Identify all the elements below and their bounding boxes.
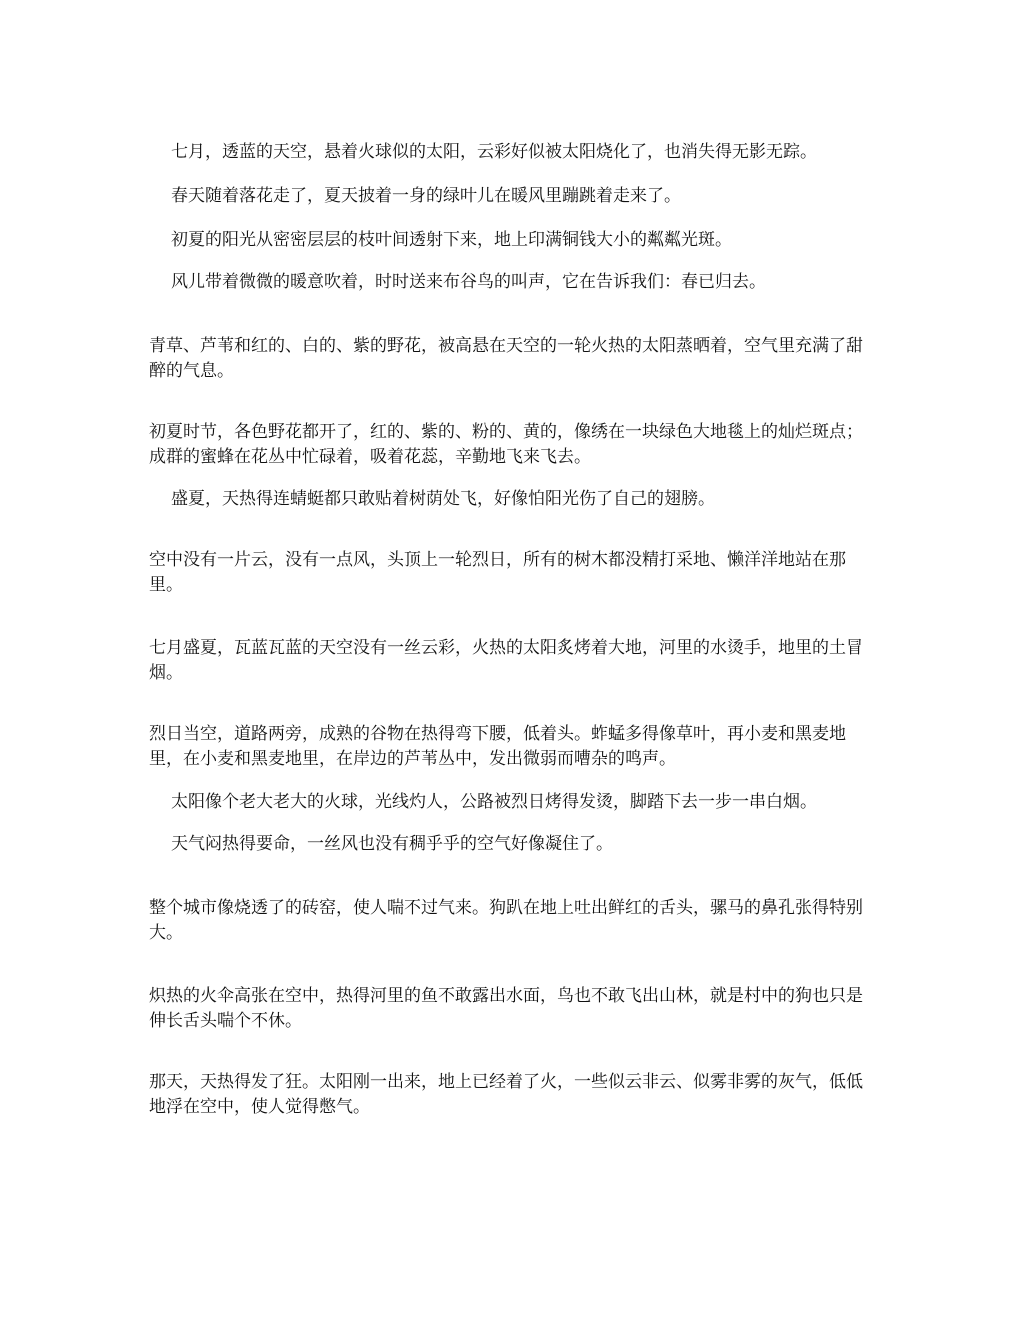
paragraph-13: 整个城市像烧透了的砖窑，使人喘不过气来。狗趴在地上吐出鲜红的舌头，骡马的鼻孔张得特别大。 [149, 898, 863, 943]
paragraph-15: 那天，天热得发了狂。太阳刚一出来，地上已经着了火，一些似云非云、似雾非雾的灰气，低低地浮在空中，使人觉得憋气。 [149, 1072, 863, 1117]
paragraph-3: 初夏的阳光从密密层层的枝叶间透射下来，地上印满铜钱大小的粼粼光斑。 [171, 230, 732, 250]
paragraph-5: 青草、芦苇和红的、白的、紫的野花，被高悬在天空的一轮火热的太阳蒸晒着，空气里充满了甜醉的气息。 [149, 336, 863, 381]
paragraph-6: 初夏时节，各色野花都开了，红的、紫的、粉的、黄的，像绣在一块绿色大地毯上的灿烂斑点；成群的蜜蜂在花丛中忙碌着，吸着花蕊，辛勤地飞来飞去。 [149, 422, 863, 467]
paragraph-1: 七月，透蓝的天空，悬着火球似的太阳，云彩好似被太阳烧化了，也消失得无影无踪。 [171, 142, 817, 162]
paragraph-2: 春天随着落花走了，夏天披着一身的绿叶儿在暖风里蹦跳着走来了。 [171, 186, 681, 206]
paragraph-10: 烈日当空，道路两旁，成熟的谷物在热得弯下腰，低着头。蚱蜢多得像草叶，再小麦和黑麦地里，在小麦和黑麦地里，在岸边的芦苇丛中，发出微弱而嘈杂的鸣声。 [149, 724, 846, 769]
paragraph-14: 炽热的火伞高张在空中，热得河里的鱼不敢露出水面，鸟也不敢飞出山林，就是村中的狗也只是伸长舌头喘个不休。 [149, 986, 863, 1031]
paragraph-8: 空中没有一片云，没有一点风，头顶上一轮烈日，所有的树木都没精打采地、懒洋洋地站在那里。 [149, 550, 846, 595]
paragraph-7: 盛夏，天热得连蜻蜓都只敢贴着树荫处飞，好像怕阳光伤了自己的翅膀。 [171, 489, 715, 509]
paragraph-9: 七月盛夏，瓦蓝瓦蓝的天空没有一丝云彩，火热的太阳炙烤着大地，河里的水烫手，地里的土冒烟。 [149, 638, 863, 683]
paragraph-4: 风儿带着微微的暖意吹着，时时送来布谷鸟的叫声，它在告诉我们：春已归去。 [171, 272, 766, 292]
paragraph-11: 太阳像个老大老大的火球，光线灼人，公路被烈日烤得发烫，脚踏下去一步一串白烟。 [171, 792, 817, 812]
paragraph-12: 天气闷热得要命，一丝风也没有稠乎乎的空气好像凝住了。 [171, 834, 613, 854]
